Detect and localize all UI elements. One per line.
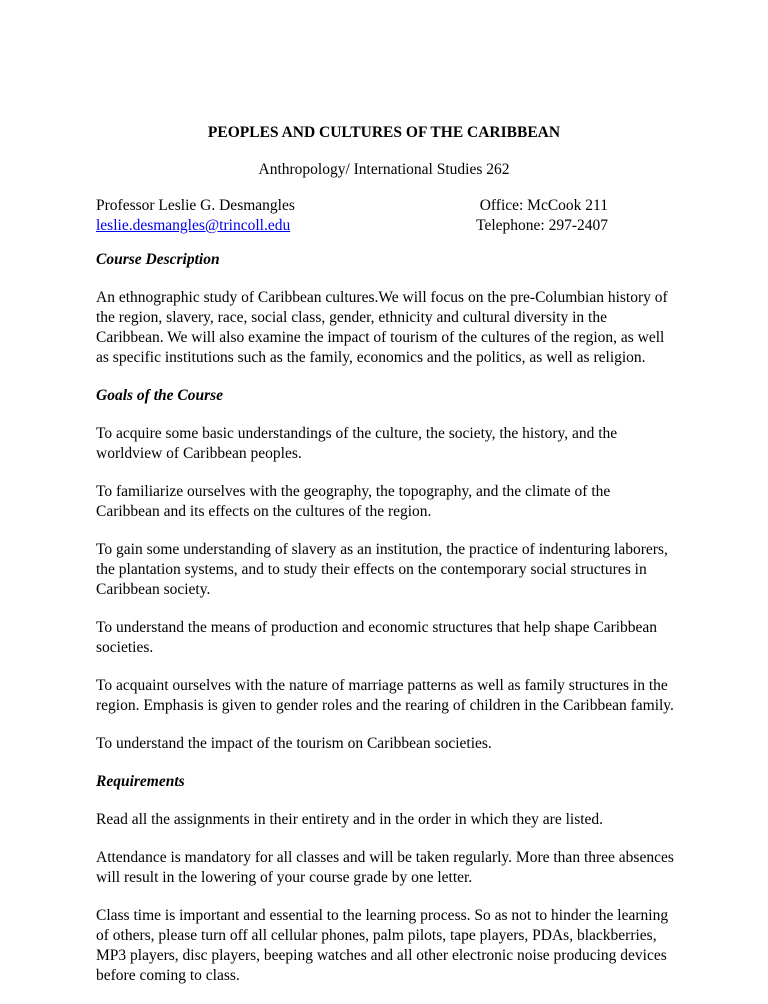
paragraph: To gain some understanding of slavery as an institution, the practice of indenturing laborers, the plantation systems, and to study their effects on the contemporary social structures in Caribbean society.	[96, 541, 668, 598]
paragraph: To familiarize ourselves with the geography, the topography, and the climate of the Caribbean and its effects on the cultures of the region.	[96, 483, 611, 520]
course-code: Anthropology/ International Studies 262	[258, 161, 510, 178]
paragraph: Attendance is mandatory for all classes and will be taken regularly. More than three absences will result in the lowering of your course grade by one letter.	[96, 849, 674, 886]
paragraph: To acquire some basic understandings of the culture, the society, the history, and the worldview of Caribbean peoples.	[96, 425, 618, 462]
paragraph: Class time is important and essential to the learning process. So as not to hinder the learning of others, please turn off all cellular phones, palm pilots, tape players, PDAs, blackberries, MP3 players, disc players, beeping watches and all other electronic noise producing devices before coming to class.	[96, 907, 669, 984]
instructor-contact	[96, 196, 295, 236]
section-heading-description: Course Description	[96, 251, 220, 268]
office-contact	[476, 196, 608, 236]
section-heading-requirements: Requirements	[96, 773, 185, 790]
paragraph: To understand the means of production and economic structures that help shape Caribbean societies.	[96, 619, 658, 656]
section-heading-goals: Goals of the Course	[96, 387, 224, 404]
document-title: PEOPLES AND CULTURES OF THE CARIBBEAN	[207, 124, 561, 141]
paragraph: To understand the impact of the tourism on Caribbean societies.	[96, 735, 492, 752]
telephone-number: Telephone: 297-2407	[476, 217, 608, 234]
office-location: Office: McCook 211	[479, 197, 608, 214]
paragraph: An ethnographic study of Caribbean cultures.We will focus on the pre-Columbian history of the region, slavery, race, social class, gender, ethnicity and cultural diversity in the Caribbean. We will also examine the impact of tourism of the cultures of the region, as well as specific institutions such as the family, economics and the politics, as well as religion.	[96, 289, 668, 366]
email-link[interactable]: leslie.desmangles@trincoll.edu	[96, 217, 291, 234]
professor-name: Professor Leslie G. Desmangles	[96, 197, 295, 214]
document-body	[96, 250, 676, 1004]
paragraph: Read all the assignments in their entirety and in the order in which they are listed.	[96, 811, 604, 828]
paragraph: To acquaint ourselves with the nature of marriage patterns as well as family structures in the region. Emphasis is given to gender roles and the rearing of children in the Caribbean family.	[96, 677, 674, 714]
